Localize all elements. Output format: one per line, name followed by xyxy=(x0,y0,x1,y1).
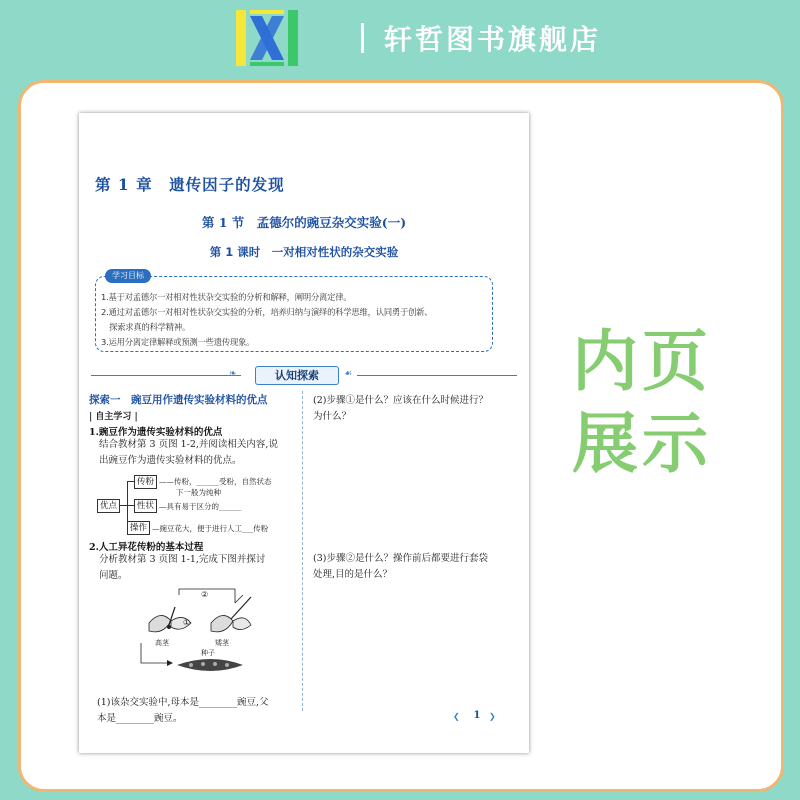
tree-branch-text: —豌豆花大，便于进行人工___传粉 xyxy=(152,524,269,533)
tree-connector xyxy=(120,505,127,506)
explore-title: 探索一 豌豆用作遗传实验材料的优点 xyxy=(89,394,268,406)
question-2-part-3-line: 处理,目的是什么？ xyxy=(313,569,393,580)
page-number: 1 xyxy=(473,710,481,721)
tree-branch-label: 操作 xyxy=(127,521,150,535)
page-number-ornament-left-icon: ❮ xyxy=(453,712,460,721)
tree-branch-text: —具有易于区分的______ xyxy=(159,502,242,511)
figure-step-1-label: ① xyxy=(183,618,191,627)
question-2-text xyxy=(99,552,299,584)
question-1-title: 1.豌豆作为遗传实验材料的优点 xyxy=(89,427,223,438)
goal-item: 1.基于对孟德尔一对相对性状杂交实验的分析和解释，阐明分离定律。 xyxy=(101,292,352,302)
figure-seed-label: 种子 xyxy=(201,649,215,657)
self-study-tag: | 自主学习 | xyxy=(89,412,138,422)
question-2-title: 2.人工异花传粉的基本过程 xyxy=(89,542,204,553)
header-divider xyxy=(361,23,364,53)
figure-tall-label: 高茎 xyxy=(155,639,169,647)
banner-ornament-right-icon: ☙ xyxy=(344,369,353,379)
question-2-part-3-line: (3)步骤②是什么？操作前后都要进行套袋 xyxy=(313,553,488,564)
pollination-figure xyxy=(131,583,261,693)
page-number-ornament-right-icon: ❯ xyxy=(489,712,496,721)
question-2-line: 分析教材第 3 页图 1-1,完成下图并探讨 xyxy=(99,554,266,565)
tree-connector xyxy=(127,505,134,506)
figure-short-label: 矮茎 xyxy=(215,639,229,647)
promo-line-2: 展示 xyxy=(572,404,712,482)
question-2-part-1 xyxy=(97,695,302,727)
banner-ornament-left-icon: ❧ xyxy=(229,369,237,379)
tree-connector xyxy=(127,481,134,482)
figure-step-2-label: ② xyxy=(201,590,209,599)
question-1-line: 结合教材第 3 页图 1-2,并阅读相关内容,说 xyxy=(99,439,278,450)
tree-root: 优点 xyxy=(97,499,120,513)
question-1-line: 出豌豆作为遗传实验材料的优点。 xyxy=(99,455,242,466)
lesson-title: 第 1 课时 一对相对性状的杂交实验 xyxy=(209,245,399,259)
promo-line-1: 内页 xyxy=(572,322,712,400)
tree-branch-label: 传粉 xyxy=(134,475,157,489)
book-page xyxy=(79,113,529,753)
learning-goals-tag: 学习目标 xyxy=(105,269,151,283)
question-2-part-1-line: (1)该杂交实验中,母本是________豌豆,父 xyxy=(97,697,269,708)
tree-branch-text: ——传粉，______受粉，自然状态 xyxy=(159,477,272,486)
question-2-part-2-line: (2)步骤①是什么？应该在什么时候进行？ xyxy=(313,395,488,406)
section-title: 第 1 节 孟德尔的豌豆杂交实验(一) xyxy=(201,215,407,230)
goal-item: 探索求真的科学精神。 xyxy=(101,322,191,332)
tree-branch-label: 性状 xyxy=(134,499,157,513)
column-divider xyxy=(302,391,303,711)
question-2-line: 问题。 xyxy=(99,570,128,581)
chapter-title: 第 1 章 遗传因子的发现 xyxy=(95,175,285,194)
question-1-text xyxy=(99,437,299,469)
goal-item: 3.运用分离定律解释或预测一些遗传现象。 xyxy=(101,337,255,347)
promo-text xyxy=(572,320,732,484)
question-2-part-1-line: 本是________豌豆。 xyxy=(97,713,183,724)
store-header xyxy=(0,0,800,78)
banner-rule-left xyxy=(91,375,241,376)
question-2-part-2 xyxy=(313,393,523,425)
question-2-part-2-line: 为什么？ xyxy=(313,411,352,422)
store-logo-icon xyxy=(232,6,302,70)
tree-branch-text: 下一般为纯种 xyxy=(176,488,221,497)
goal-item: 2.通过对孟德尔一对相对性状杂交实验的分析，培养归纳与演绎的科学思维，认同勇于创新、 xyxy=(101,307,433,317)
question-2-part-3 xyxy=(313,551,523,583)
banner-rule-right xyxy=(357,375,517,376)
section-banner: 认知探索 xyxy=(255,366,339,385)
store-name[interactable]: 轩哲图书旗舰店 xyxy=(384,23,602,56)
